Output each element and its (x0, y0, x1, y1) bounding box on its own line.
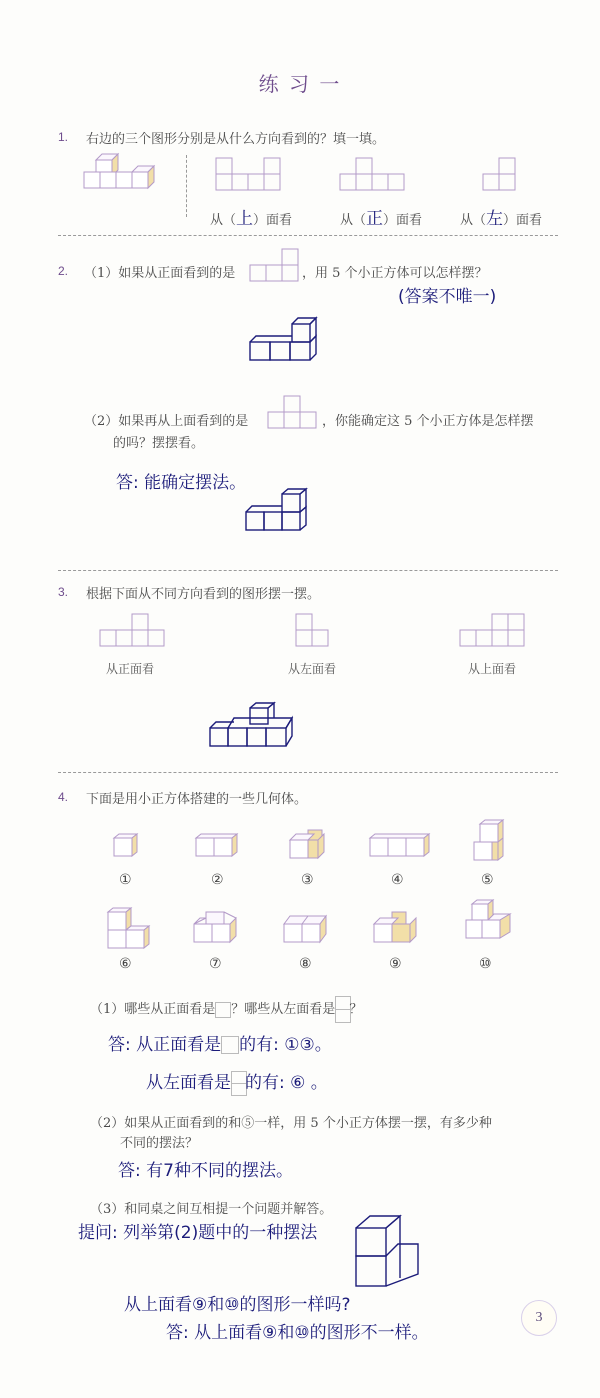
q3-front-view (100, 612, 170, 648)
q3-top-view (460, 612, 530, 648)
q1-text: 右边的三个图形分别是从什么方向看到的？填一填。 (86, 132, 386, 147)
section-divider (58, 570, 558, 571)
q1-view-top (216, 158, 286, 192)
q2-part1-answer: (答案不唯一) (398, 287, 497, 307)
q4-label-8: ⑧ (299, 956, 312, 972)
q2-part2-text-b: ，你能确定这 5 个小正方体是怎样摆 (322, 414, 534, 429)
q4-p2-text-b: 不同的摆法？ (120, 1136, 199, 1151)
square-icon (221, 1036, 239, 1054)
q4-p3-question-a: 提问: 列举第(2)题中的一种摆法 (78, 1223, 318, 1243)
q4-solid-4 (368, 832, 432, 858)
q4-p3-text: （3）和同桌之间互相提一个问题并解答。 (90, 1202, 333, 1217)
two-square-column-icon (231, 1071, 245, 1096)
section-divider (58, 235, 558, 236)
q4-p2-answer: 答: 有7种不同的摆法。 (118, 1161, 293, 1181)
q4-label-7: ⑦ (209, 956, 222, 972)
q4-p1-answer-2: 从左面看是 的有: ⑥ 。 (146, 1068, 328, 1096)
q2-part2-answer: 答: 能确定摆法。 (116, 473, 247, 493)
q4-solid-1 (112, 832, 140, 858)
q1-caption-1: 从（上）面看 (210, 209, 293, 229)
q4-label-5: ⑤ (481, 872, 494, 888)
q4-label-1: ① (119, 872, 132, 888)
q4-solid-2 (194, 832, 240, 858)
q4-label-9: ⑨ (389, 956, 402, 972)
q4-solid-8 (282, 912, 332, 946)
q4-label-4: ④ (391, 872, 404, 888)
q4-solid-10 (464, 898, 516, 946)
q4-p1-text: （1）哪些从正面看是 ？哪些从左面看是 ？ (90, 996, 362, 1023)
q2-part1-drawing (248, 314, 328, 362)
q2-part1-text-b: ，用 5 个小正方体可以怎样摆？ (302, 266, 488, 281)
q4-label-2: ② (211, 872, 224, 888)
q4-p1-answer-1: 答: 从正面看是 的有: ①③。 (108, 1035, 332, 1055)
q3-number: 3. (58, 585, 69, 599)
q4-p3-question-b: 从上面看⑨和⑩的图形一样吗? (124, 1295, 351, 1315)
q4-solid-7 (192, 910, 240, 946)
q2-part1-text: （1）如果从正面看到的是 (84, 266, 236, 281)
q1-answer-2: 正 (366, 209, 384, 229)
q1-caption-3: 从（左）面看 (460, 209, 543, 229)
q1-solid-figure (82, 152, 162, 196)
q1-number: 1. (58, 130, 69, 144)
q4-p2-text: （2）如果从正面看到的和⑤一样，用 5 个小正方体摆一摆，有多少种 (90, 1116, 492, 1131)
q4-p3-answer: 答: 从上面看⑨和⑩的图形不一样。 (166, 1323, 429, 1343)
q3-answer-drawing (208, 702, 300, 750)
q1-divider (186, 155, 187, 217)
q1-answer-1: 上 (236, 209, 254, 229)
q4-label-10: ⑩ (479, 956, 492, 972)
q2-part2-text: （2）如果再从上面看到的是 (84, 414, 249, 429)
section-divider (58, 772, 558, 773)
q1-caption-2: 从（正）面看 (340, 209, 423, 229)
q4-number: 4. (58, 790, 69, 804)
q4-solid-3 (288, 826, 328, 860)
q1-view-left (483, 158, 519, 192)
q3-text: 根据下面从不同方向看到的图形摆一摆。 (86, 587, 321, 602)
q3-caption-front: 从正面看 (106, 662, 155, 676)
q4-label-3: ③ (301, 872, 314, 888)
two-square-column-icon (335, 996, 349, 1023)
q2-front-view-figure (248, 247, 300, 283)
q4-text: 下面是用小正方体搭建的一些几何体。 (86, 792, 308, 807)
q4-p3-drawing (354, 1214, 424, 1290)
square-icon (215, 1002, 231, 1018)
q2-top-view-figure (266, 394, 322, 430)
q3-caption-top: 从上面看 (468, 662, 517, 676)
q3-left-view (294, 612, 330, 648)
q3-caption-left: 从左面看 (288, 662, 337, 676)
q2-part2-text-c: 的吗？摆摆看。 (113, 436, 205, 451)
q4-label-6: ⑥ (119, 956, 132, 972)
q1-view-front (340, 158, 410, 192)
page-number: 3 (521, 1300, 557, 1336)
q2-part2-drawing (244, 488, 314, 532)
q2-number: 2. (58, 264, 69, 278)
q4-solid-6 (106, 906, 150, 950)
page-title: 练 习 一 (258, 72, 342, 96)
q1-answer-3: 左 (486, 209, 504, 229)
q4-solid-9 (372, 910, 422, 946)
q4-solid-5 (472, 818, 504, 862)
